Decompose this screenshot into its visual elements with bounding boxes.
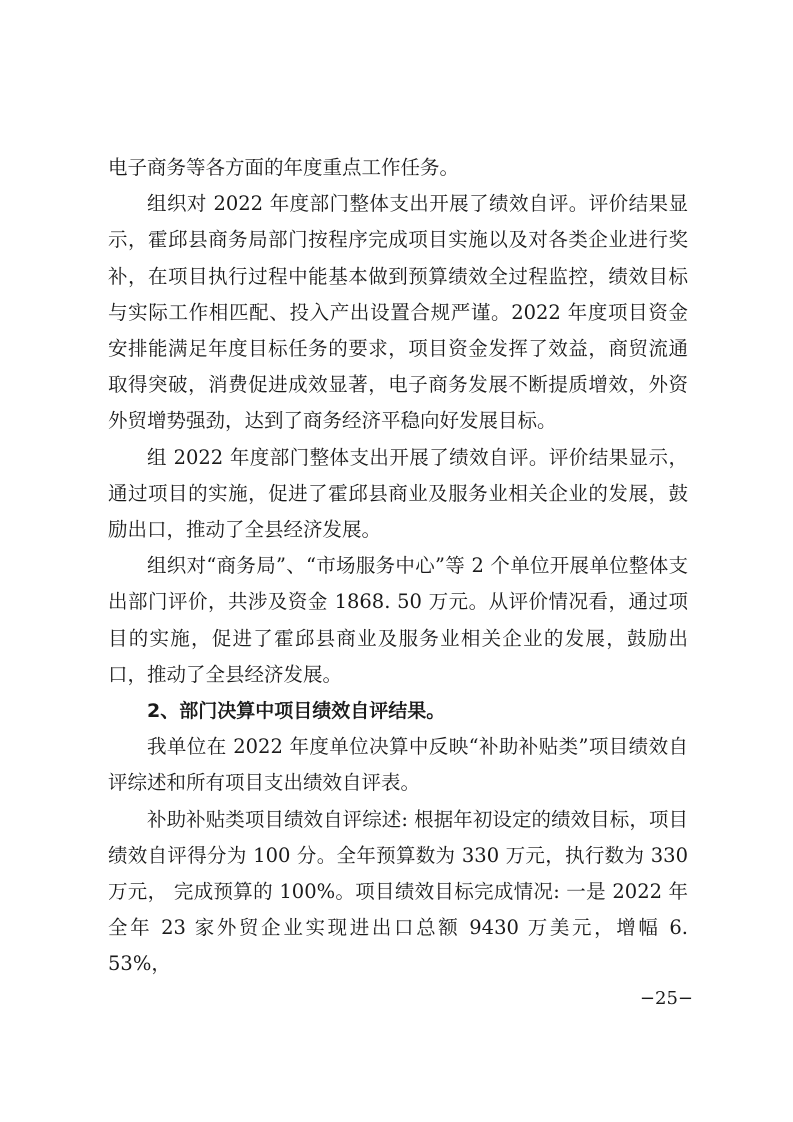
body-text [108, 150, 688, 983]
paragraph-continuation: 电子商务等各方面的年度重点工作任务。 [108, 156, 460, 179]
paragraph-final-accounts: 我单位在 2022 年度单位决算中反映“补助补贴类”项目绩效自评综述和所有项目支出绩效自评表。 [108, 735, 688, 795]
paragraph-overall-evaluation: 组织对 2022 年度部门整体支出开展了绩效自评。评价结果显示，霍邱县商务局部门按程序完成项目实施以及对各类企业进行奖补，在项目执行过程中能基本做到预算绩效全过程监控，绩效目标与实际工作相匹配、投入产出设置合规严谨。2022 年度项目资金安排能满足年度目标任务的要求，项目资金发挥了效益，商贸流通取得突破，消费促进成效显著，电子商务发展不断提质增效，外资外贸增势强劲，达到了商务经济平稳向好发展目标。 [108, 192, 688, 433]
paragraph-unit-evaluation: 组织对“商务局”、“市场服务中心”等 2 个单位开展单位整体支出部门评价，共涉及资金 1868. 50 万元。从评价情况看，通过项目的实施，促进了霍邱县商业及服务业相关企业的发展，鼓励出口，推动了全县经济发展。 [108, 554, 688, 686]
section-heading: 2、部门决算中项目绩效自评结果。 [147, 700, 446, 723]
paragraph-evaluation-summary: 组 2022 年度部门整体支出开展了绩效自评。评价结果显示，通过项目的实施，促进了霍邱县商业及服务业相关企业的发展，鼓励出口，推动了全县经济发展。 [108, 445, 688, 542]
paragraph-subsidy-summary: 补助补贴类项目绩效自评综述: 根据年初设定的绩效目标，项目绩效自评得分为 100 分。全年预算数为 330 万元，执行数为 330 万元， 完成预算的 100%。项目绩效目标完成情况: 一是 2022 年全年 23 家外贸企业实现进出口总额 9430 万美元，增幅 6. 53%， [108, 807, 688, 976]
page-number: −25− [639, 988, 693, 1009]
